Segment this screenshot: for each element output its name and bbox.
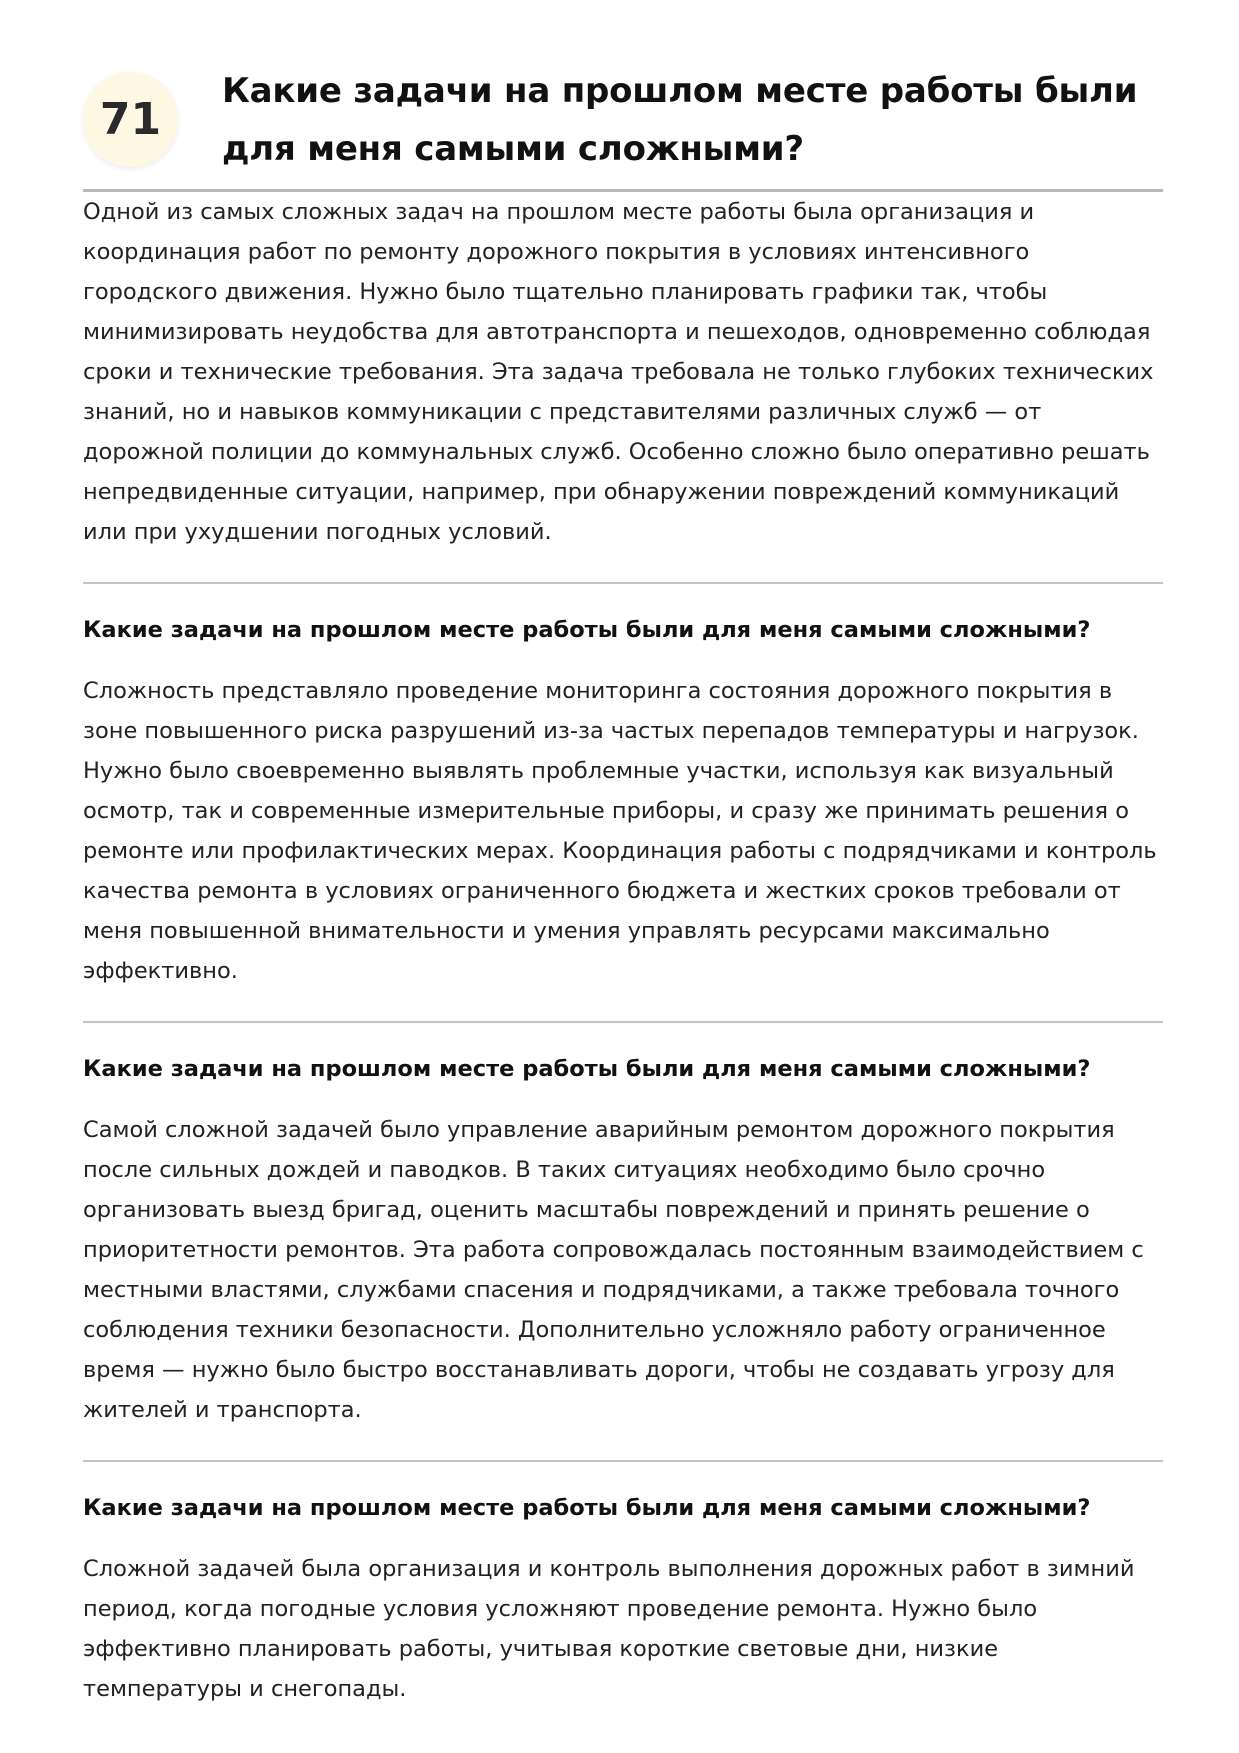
intro-paragraph: Одной из самых сложных задач на прошлом месте работы была организация и координация работ по ремонту дорожного покрытия в условиях интенсивного городского движения. Нужно было тщательно планировать графики так, чтобы минимизировать неудобства для автотранспорта и пешеходов, одновременно соблюдая сроки и технические требования. Эта задача требовала не только глубоких технических знаний, но и навыков коммуникации с представителями различных служб — от дорожной полиции до коммунальных служб. Особенно сложно было оперативно решать непредвиденные ситуации, например, при обнаружении повреждений коммуникаций или при ухудшении погодных условий. <box>83 199 1154 545</box>
section-heading: Какие задачи на прошлом месте работы были для меня самыми сложными? <box>83 1495 1091 1521</box>
section-divider <box>83 1021 1163 1023</box>
section-paragraph: Сложность представляло проведение мониторинга состояния дорожного покрытия в зоне повышенного риска разрушений из-за частых перепадов температуры и нагрузок. Нужно было своевременно выявлять проблемные участки, используя как визуальный осмотр, так и современные измерительные приборы, и сразу же принимать решения о ремонте или профилактических мерах. Координация работы с подрядчиками и контроль качества ремонта в условиях ограниченного бюджета и жестких сроков требовали от меня повышенной внимательности и умения управлять ресурсами максимально эффективно. <box>83 678 1157 984</box>
section-divider <box>83 582 1163 584</box>
answer-section <box>83 1053 1163 1430</box>
section-divider <box>83 1460 1163 1462</box>
section-heading: Какие задачи на прошлом месте работы были для меня самыми сложными? <box>83 617 1091 643</box>
question-header <box>83 62 1163 192</box>
answer-section <box>83 1492 1163 1709</box>
answer-section <box>83 614 1163 991</box>
section-paragraph: Сложной задачей была организация и контроль выполнения дорожных работ в зимний период, когда погодные условия усложняют проведение ремонта. Нужно было эффективно планировать работы, учитывая короткие световые дни, низкие температуры и снегопады. <box>83 1556 1135 1702</box>
question-title: Какие задачи на прошлом месте работы были для меня самыми сложными? <box>222 71 1138 169</box>
section-heading: Какие задачи на прошлом месте работы были для меня самыми сложными? <box>83 1056 1091 1082</box>
document-page <box>83 62 1163 1709</box>
question-number-badge: 71 <box>83 72 178 167</box>
section-paragraph: Самой сложной задачей было управление аварийным ремонтом дорожного покрытия после сильных дождей и паводков. В таких ситуациях необходимо было срочно организовать выезд бригад, оценить масштабы повреждений и принять решение о приоритетности ремонтов. Эта работа сопровождалась постоянным взаимодействием с местными властями, службами спасения и подрядчиками, а также требовала точного соблюдения техники безопасности. Дополнительно усложняло работу ограниченное время — нужно было быстро восстанавливать дороги, чтобы не создавать угрозу для жителей и транспорта. <box>83 1117 1144 1423</box>
